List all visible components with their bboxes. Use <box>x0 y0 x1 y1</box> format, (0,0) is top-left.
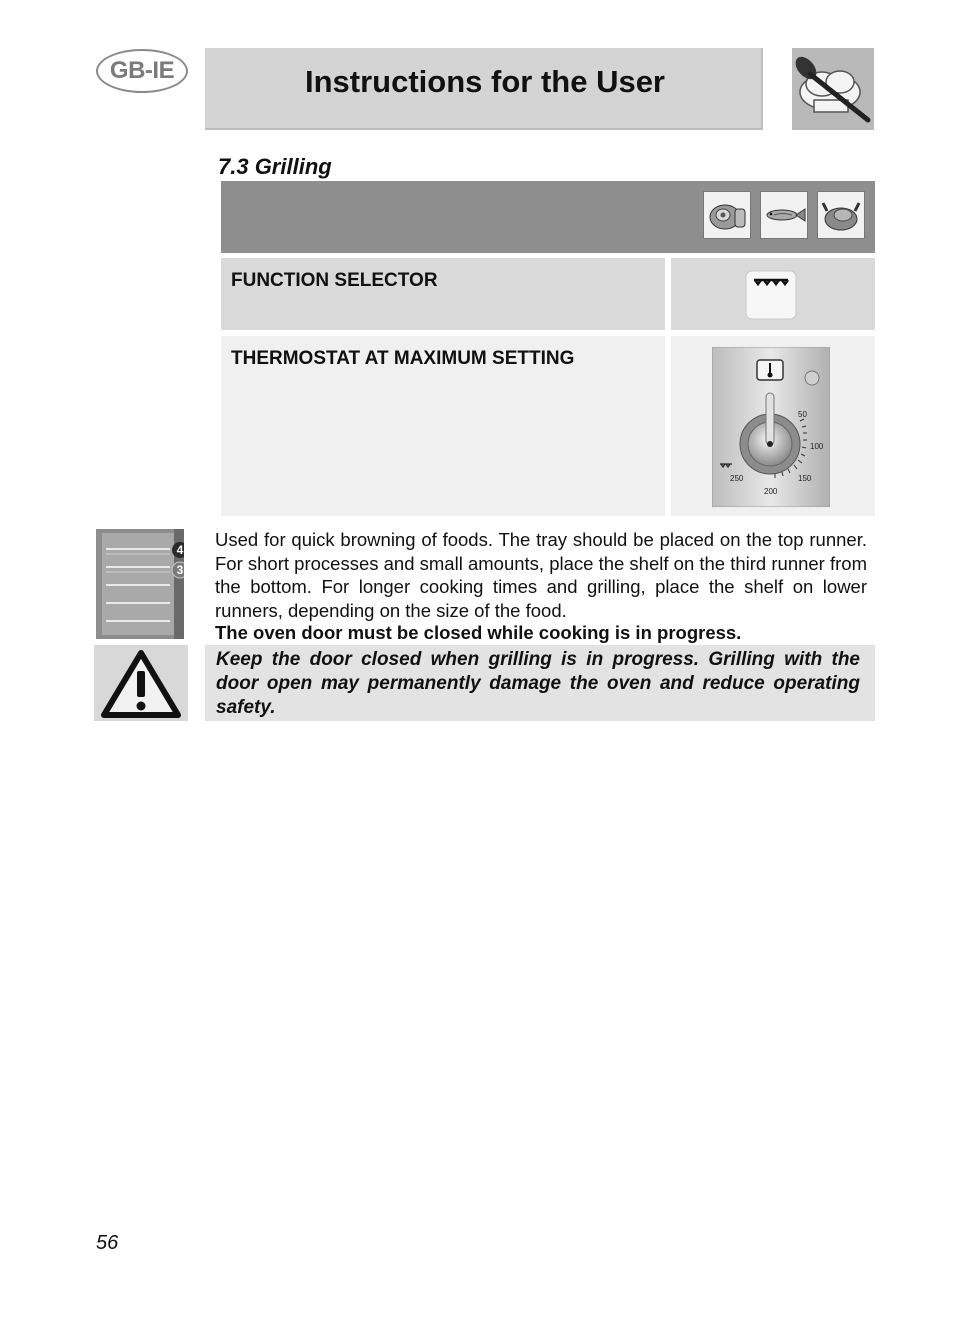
body-paragraph: Used for quick browning of foods. The tray should be placed on the top runner. For short processes and small amounts, place the shelf on the third runner from the bottom. For longer cooking times and grilling, place the shelf on lower runners, depending on the size of the food. <box>215 529 867 621</box>
scale-label-200: 200 <box>764 487 778 496</box>
scale-label-100: 100 <box>810 442 824 451</box>
runner-label-4: 4 <box>176 543 184 557</box>
scale-label-150: 150 <box>798 474 812 483</box>
meat-icon <box>703 191 751 239</box>
warning-icon-box <box>94 645 188 721</box>
function-selector-cell <box>671 258 875 330</box>
page-number: 56 <box>96 1232 119 1254</box>
scale-label-250: 250 <box>730 474 744 483</box>
thermostat-text: THERMOSTAT AT MAXIMUM SETTING <box>231 348 575 369</box>
runner-label-3: 3 <box>176 563 184 577</box>
function-selector-text: FUNCTION SELECTOR <box>231 270 438 291</box>
door-closed-note: The oven door must be closed while cooking is in progress. <box>215 622 742 643</box>
thermostat-cell <box>671 336 875 516</box>
scale-label-50: 50 <box>798 410 807 419</box>
warning-text: Keep the door closed when grilling is in progress. Grilling with the door open may permanently damage the oven and reduce operating safety. <box>216 649 860 718</box>
page-title: Instructions for the User <box>305 64 665 99</box>
language-badge: GB-IE <box>96 49 188 93</box>
thermostat-knob-icon <box>712 347 830 507</box>
chef-spoon-icon <box>792 48 874 130</box>
thermostat-label <box>221 336 665 516</box>
function-selector-label <box>221 258 665 330</box>
fish-icon <box>760 191 808 239</box>
grill-function-icon <box>745 270 797 320</box>
warning-icon <box>94 645 188 721</box>
poultry-icon <box>817 191 865 239</box>
section-title: 7.3 Grilling <box>218 154 332 179</box>
oven-rack-image <box>96 529 184 639</box>
